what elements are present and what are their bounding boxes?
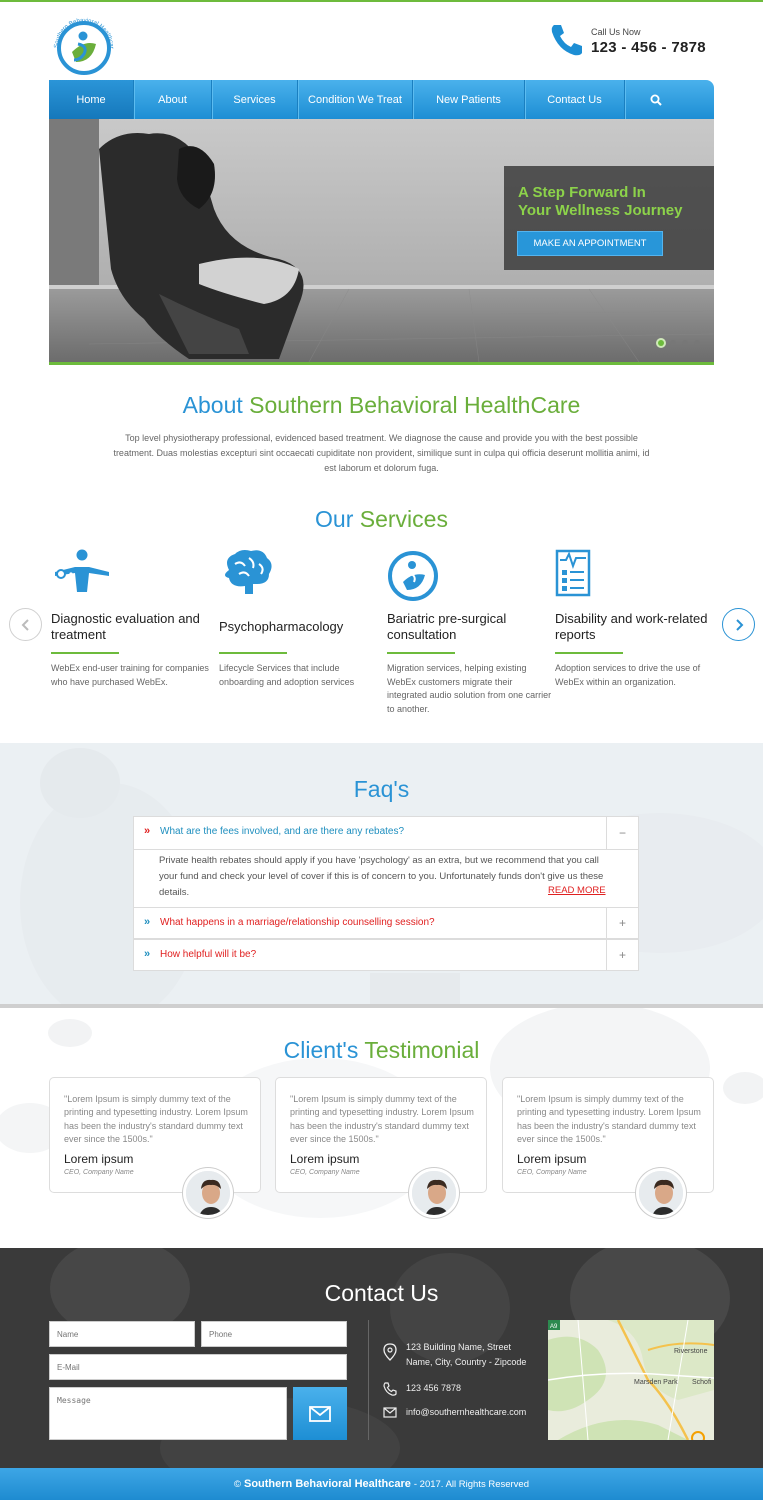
testimonial-name: Lorem ipsum [517,1152,587,1166]
double-chevron-icon: » [144,916,151,928]
hero-tagline-line2: Your Wellness Journey [518,202,683,219]
contact-title: Contact Us [324,1280,439,1306]
faq-item[interactable] [133,907,639,939]
service-desc: Lifecycle Services that include onboarding and adoption services [219,663,355,687]
slider-dot-3[interactable] [682,340,688,346]
testimonial-title [0,1037,763,1064]
search-icon [650,94,662,106]
phone-icon [550,22,584,56]
service-underline [387,652,455,654]
phone-icon [383,1382,397,1396]
testimonial-role: CEO, Company Name [290,1169,360,1176]
testimonial-quote: "Lorem Ipsum is simply dummy text of the printing and typesetting industry. Lorem Ipsum has been the industry's standard dummy text ever since the 1500s." [517,1094,701,1144]
avatar [636,1168,686,1218]
logo-text: Southern Behavioral Healthcar [53,17,115,49]
service-desc: WebEx end-user training for companies who have purchased WebEx. [51,663,209,687]
slider-dot-2[interactable] [670,340,676,346]
nav-contact-us[interactable]: Contact Us [525,80,625,119]
testimonial-quote: "Lorem Ipsum is simply dummy text of the printing and typesetting industry. Lorem Ipsum has been the industry's standard dummy text ever since the 1500s." [64,1094,248,1144]
slider-dot-4[interactable] [694,340,700,346]
name-field[interactable] [49,1321,195,1347]
testimonial-card [502,1077,714,1193]
about-text: Top level physiotherapy professional, evidenced based treatment. We diagnose the cause and provide you with the best possible treatment. Duas molestias excepturi sint occaecati cupiditate non provident, similique sunt in culpa qui officia deserunt mollitia animi, id est laborum et dolorum fuga. [113,433,650,473]
read-more-link[interactable]: READ MORE [548,885,606,896]
service-name: Disability and work-related reports [555,611,708,642]
service-card[interactable] [51,548,216,689]
service-name: Bariatric pre-surgical consultation [387,611,507,642]
address-line2: Name, City, Country - Zipcode [406,1357,527,1367]
double-chevron-icon: » [144,948,151,960]
service-underline [51,652,119,654]
mail-icon [383,1407,397,1418]
double-chevron-icon: » [144,825,151,837]
faq-toggle[interactable]: + [606,908,638,938]
map-label-a9: A9 [550,1324,558,1330]
footer-copyright: - 2017. All Rights Reserved [413,1478,529,1490]
map-label-marsden-park: Marsden Park [634,1379,678,1386]
hero-slider [49,119,714,362]
services-next-arrow[interactable] [722,608,755,641]
svg-text:Southern Behavioral Healthcare [50,14,114,49]
faq-answer: Private health rebates should apply if you have 'psychology' as an extra, but we recommend that you call your fund and check your level of cover if this is of concern to you. Unfortunately funds don't give us these details. [159,855,604,898]
testimonial-role: CEO, Company Name [517,1169,587,1176]
testimonial-role: CEO, Company Name [64,1169,134,1176]
location-pin-icon [383,1343,397,1361]
chevron-right-icon [734,619,744,631]
faq-divider [134,849,607,850]
nav-about[interactable]: About [134,80,212,119]
nav-new-patients[interactable]: New Patients [413,80,525,119]
faq-question[interactable]: What happens in a marriage/relationship counselling session? [160,917,435,928]
phone-field[interactable] [201,1321,347,1347]
hero-tagline-line1: A Step Forward In [518,184,646,201]
map-image [548,1320,714,1440]
testimonial-title-part2: Testimonial [364,1037,480,1063]
map-label-riverstone: Riverstone [674,1348,708,1355]
slider-dot-1[interactable] [658,340,664,346]
service-name: Psychopharmacology [219,619,344,634]
services-prev-arrow[interactable] [9,608,42,641]
testimonial-card [275,1077,487,1193]
map-label-schofields: Schofi [692,1379,712,1386]
about-title-part1: About [182,392,243,418]
testimonial-card [49,1077,261,1193]
testimonial-quote: "Lorem Ipsum is simply dummy text of the printing and typesetting industry. Lorem Ipsum has been the industry's standard dummy text ever since the 1500s." [290,1094,474,1144]
logo[interactable] [50,14,120,76]
service-name: Diagnostic evaluation and treatment [51,611,200,642]
envelope-icon [309,1406,331,1422]
service-card[interactable] [387,548,552,716]
faq-question[interactable]: What are the fees involved, and are there any rebates? [160,826,405,837]
faq-toggle[interactable]: − [606,817,638,850]
copyright-symbol: © [233,1478,241,1490]
contact-divider [368,1320,369,1440]
services-title-part2: Services [359,506,448,532]
about-title [0,392,763,419]
call-us-block [550,22,720,62]
hero-caption [504,166,714,270]
chevron-left-icon [21,619,31,631]
faq-title: Faq's [353,776,410,802]
make-appointment-button[interactable]: MAKE AN APPOINTMENT [517,231,663,256]
faq-toggle[interactable]: + [606,940,638,970]
main-nav [49,80,714,119]
call-label: Call Us Now [591,27,641,37]
services-title-part1: Our [315,506,354,532]
header-phone[interactable]: 123 - 456 - 7878 [591,39,706,56]
slider-dots [658,340,700,346]
contact-phone[interactable]: 123 456 7878 [406,1383,462,1393]
nav-home[interactable]: Home [49,80,134,119]
footer-brand: Southern Behavioral Healthcare [243,1478,411,1490]
service-underline [219,652,287,654]
testimonial-name: Lorem ipsum [64,1152,134,1166]
send-button[interactable] [293,1387,347,1440]
testimonial-name: Lorem ipsum [290,1152,360,1166]
service-desc: Migration services, helping existing WebEx customers migrate their integrated audio solution from one carrier to another. [387,663,552,714]
nav-condition-we-treat[interactable]: Condition We Treat [298,80,413,119]
avatar [409,1168,459,1218]
medical-report-icon [555,548,595,598]
faq-item[interactable] [133,939,639,971]
hero-tagline [518,184,708,220]
nav-services[interactable]: Services [212,80,298,119]
footer [0,1468,763,1500]
address-line1: 123 Building Name, Street [406,1342,512,1352]
brain-icon [219,548,275,598]
service-card[interactable] [219,548,384,689]
email-field[interactable] [49,1354,347,1380]
avatar [183,1168,233,1218]
contact-address [406,1340,526,1370]
contact-email[interactable]: info@southernhealthcare.com [406,1407,527,1417]
leaf-person-icon [387,548,441,602]
diagnostic-person-icon [51,548,113,596]
message-field[interactable] [49,1387,287,1440]
service-desc: Adoption services to drive the use of WebEx within an organization. [555,663,701,687]
search-button[interactable] [625,80,686,119]
top-accent-line [0,0,763,2]
service-underline [555,652,623,654]
about-title-part2: Southern Behavioral HealthCare [249,392,581,418]
testimonial-title-part1: Client's [283,1037,359,1063]
hero-bottom-bar [49,362,714,365]
service-card[interactable] [555,548,720,689]
location-map[interactable] [548,1320,714,1440]
services-title [0,506,763,533]
faq-question[interactable]: How helpful will it be? [160,949,257,960]
